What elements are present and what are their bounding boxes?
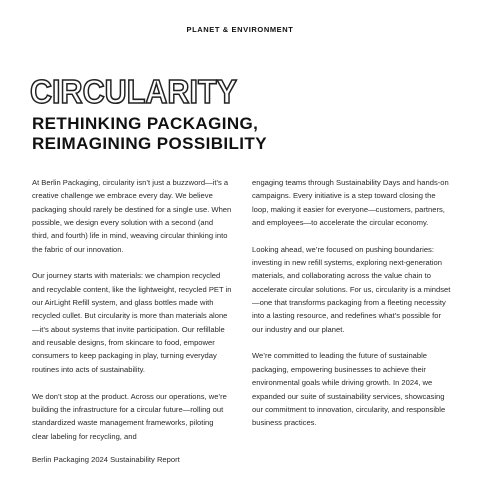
outline-title-svg — [30, 70, 450, 110]
body-paragraph: Looking ahead, we’re focused on pushing boundaries: investing in new refill systems, exploring next-generation materials, and collaborating across the value chain to accelerate circular solutions. For us, circularity is a mindset—one that transforms packaging from a fleeting necessity into a lasting resource, and redefines what’s possible for our industry and our planet. — [252, 244, 451, 334]
section-label: PLANET & ENVIRONMENT — [186, 25, 294, 34]
body-column-left — [32, 176, 232, 456]
body-paragraph: Our journey starts with materials: we champion recycled and recyclable content, like the lightweight, recycled PET in our AirLight Refill system, and glass bottles made with recycled cullet. But circularity is more than materials alone—it’s about systems that invite participation. Our refillable and reusable designs, from skincare to food, empower consumers to keep packaging in play, turning everyday routines into acts of sustainability. — [32, 271, 232, 374]
body-paragraph: At Berlin Packaging, circularity isn’t just a buzzword—it’s a creative challenge we embrace every day. We believe packaging should rarely be destined for a single use. When possible, we design every solution with a second (and third, and fourth) life in mind, weaving circular thinking into the fabric of our innovation. — [32, 178, 232, 254]
headline — [32, 114, 452, 154]
body-paragraph: We’re committed to leading the future of sustainable packaging, empowering businesses to achieve their environmental goals while driving growth. In 2024, we expanded our suite of sustainability services, showcasing our commitment to innovation, circularity, and responsible business practices. — [252, 351, 446, 428]
outline-title — [30, 70, 450, 110]
headline-line-1: RETHINKING PACKAGING, — [32, 114, 259, 133]
body-paragraph: We don’t stop at the product. Across our operations, we’re building the infrastructure for a circular future—rolling out standardized waste management frameworks, piloting clear labeling for recycling, and — [32, 391, 227, 441]
body-paragraph: engaging teams through Sustainability Days and hands-on campaigns. Every initiative is a step toward closing the loop, making it easier for everyone—customers, partners, and employees—to accelerate the circular economy. — [252, 178, 449, 228]
outline-title-text: CIRCULARITY — [30, 73, 237, 110]
footer-report-title: Berlin Packaging 2024 Sustainability Report — [32, 455, 180, 464]
body-column-right — [252, 176, 452, 443]
headline-line-2: REIMAGINING POSSIBILITY — [32, 134, 267, 153]
